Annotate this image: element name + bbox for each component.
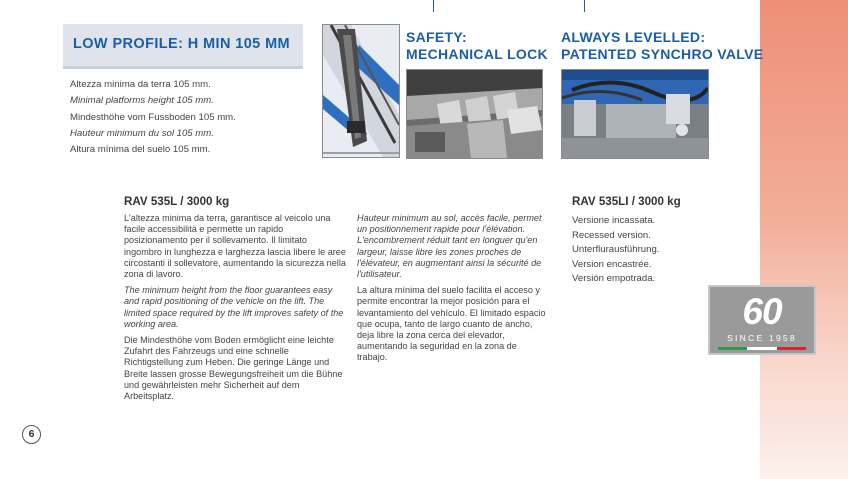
top-divider-tick: [433, 0, 434, 12]
rav535l-title: RAV 535L / 3000 kg: [124, 195, 230, 208]
safety-heading: [406, 29, 548, 63]
page-number: 6: [22, 425, 41, 444]
rav535li-line-en: Recessed version.: [572, 229, 651, 241]
low-profile-line-it: Altezza minima da terra 105 mm.: [70, 79, 211, 90]
safety-heading-line1: SAFETY:: [406, 29, 467, 45]
rav535li-title: RAV 535LI / 3000 kg: [572, 195, 681, 208]
rav535li-line-es: Versión empotrada.: [572, 273, 656, 285]
italian-flag-stripe: [718, 347, 806, 350]
synchro-valve-photo: [561, 69, 709, 159]
low-profile-line-fr: Hauteur minimum du sol 105 mm.: [70, 127, 214, 139]
rav535li-line-fr: Version encastrée.: [572, 258, 652, 270]
rav535l-text-en: The minimum height from the floor guarantees easy and rapid positioning of the vehicle on the lift. The limited space required by the lift improves safety of the working area.: [124, 285, 344, 329]
low-profile-header-box: [63, 24, 303, 69]
levelled-heading-line1: ALWAYS LEVELLED:: [561, 29, 706, 45]
rav535li-lines: [572, 214, 659, 287]
badge-since-text: SINCE 1958: [727, 333, 797, 343]
rav535l-column-2: [357, 213, 547, 369]
low-profile-title: LOW PROFILE: H MIN 105 MM: [73, 36, 291, 52]
safety-heading-line2: MECHANICAL LOCK: [406, 46, 548, 62]
rav535li-line-de: Unterflurausführung.: [572, 244, 660, 256]
rav535l-column-1: [124, 213, 347, 407]
badge-number: 60: [742, 291, 782, 332]
low-profile-line-es: Altura mínima del suelo 105 mm.: [70, 144, 211, 156]
anniversary-badge: [708, 285, 816, 355]
levelled-heading: [561, 29, 763, 63]
mechanical-lock-photo: [406, 69, 543, 159]
levelled-heading-line2: PATENTED SYNCHRO VALVE: [561, 46, 764, 62]
rav535l-text-fr: Hauteur minimum au sol, accès facile, permet un positionnement rapide pour l'élévation. L'encombrement réduit tant en longuer qu'en largeur, laisse libre les zones proches de l'élévateur, en augmentant ainsi la sécurité de l'utilisateur.: [357, 213, 542, 280]
rav535li-line-it: Versione incassata.: [572, 215, 656, 226]
rav535l-text-it: L'altezza minima da terra, garantisce al veicolo una facile accessibilità e permette un rapido posizionamento per il sollevamento. Il limitato ingombro in lunghezza e larghezza lascia libere le aree circostanti il sollevatore, aumentando la sicurezza nella zona di lavoro.: [124, 213, 346, 280]
top-divider-tick: [584, 0, 585, 12]
low-profile-line-en: Minimal platforms height 105 mm.: [70, 95, 214, 107]
low-profile-line-de: Mindesthöhe vom Fussboden 105 mm.: [70, 111, 236, 123]
rav535l-text-de: Die Mindesthöhe vom Boden ermöglicht eine leichte Zufahrt des Fahrzeugs und eine schnelle Richtigstellung zum Heben. Die geringe Länge und Breite lassen grosse Bewegungsfreiheit um die Bühne und gewährleisten mehr Sicherheit auf dem Arbeitsplatz.: [124, 335, 343, 402]
low-profile-lines: [70, 77, 236, 158]
side-color-band: [760, 0, 848, 479]
scissor-lift-photo: [322, 24, 400, 158]
rav535l-text-es: La altura mínima del suelo facilita el acceso y permite encontrar la mejor posición para el levantamiento del vehículo. El limitado espacio que ocupa, tanto de largo cuanto de ancho, deja libre la zona cerca del elevador, aumentando la seguridad en la zona de trabajo.: [357, 285, 546, 363]
